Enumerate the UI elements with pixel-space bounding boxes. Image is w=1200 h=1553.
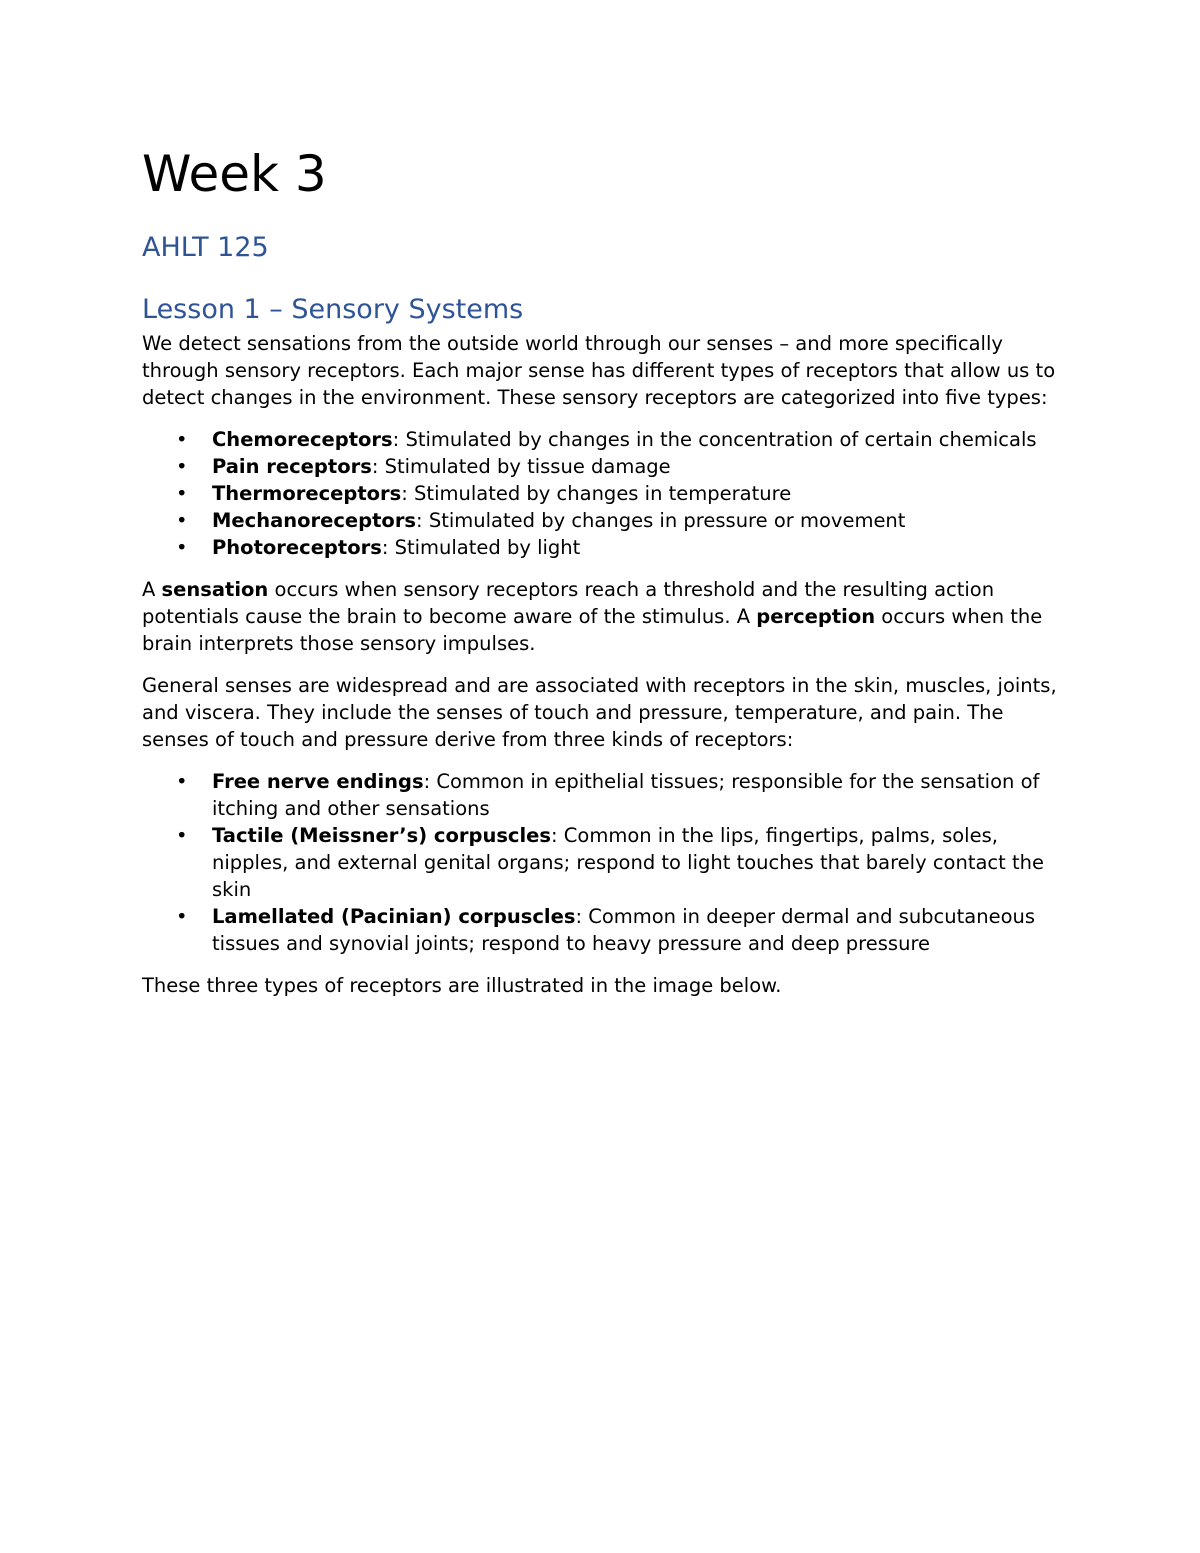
list-item	[142, 822, 1072, 903]
document-title: Week 3	[142, 145, 327, 203]
sensation-paragraph	[142, 576, 1072, 657]
list-item	[142, 534, 1072, 561]
document-body	[142, 290, 1072, 1014]
list-item	[142, 480, 1072, 507]
bullet-icon: •	[176, 536, 188, 559]
list-item-description: : Stimulated by light	[381, 536, 581, 559]
list-item	[142, 903, 1072, 957]
list-item	[142, 768, 1072, 822]
list-item-term: Pain receptors	[212, 455, 372, 478]
perception-term: perception	[756, 605, 876, 628]
list-item-description: : Stimulated by tissue damage	[371, 455, 671, 478]
touch-receptors-list	[142, 768, 1072, 957]
list-item-description: : Common in deeper dermal and subcutaneous tissues and synovial joints; respond to heavy pressure and deep pressure	[212, 905, 1036, 955]
list-item-description: : Common in the lips, fingertips, palms, soles, nipples, and external genital organs; respond to light touches that barely contact the skin	[212, 824, 1044, 901]
sensation-text-1: A	[142, 578, 162, 601]
bullet-icon: •	[176, 428, 188, 451]
bullet-icon: •	[176, 455, 188, 478]
lesson-heading: Lesson 1 – Sensory Systems	[142, 294, 524, 325]
list-item	[142, 453, 1072, 480]
list-item-term: Photoreceptors	[212, 536, 382, 559]
general-senses-paragraph: General senses are widespread and are associated with receptors in the skin, muscles, joints, and viscera. They include the senses of touch and pressure, temperature, and pain. The senses of touch and pressure derive from three kinds of receptors:	[142, 674, 1057, 751]
list-item-term: Chemoreceptors	[212, 428, 393, 451]
list-item-term: Free nerve endings	[212, 770, 424, 793]
list-item-term: Mechanoreceptors	[212, 509, 417, 532]
sensation-term: sensation	[161, 578, 269, 601]
list-item	[142, 426, 1072, 453]
list-item	[142, 507, 1072, 534]
receptor-types-list	[142, 426, 1072, 561]
bullet-icon: •	[176, 824, 188, 847]
sensation-text-2: occurs when sensory receptors reach a threshold and the resulting action potentials cause the brain to become aware of the stimulus. A	[142, 578, 995, 628]
list-item-term: Lamellated (Pacinian) corpuscles	[212, 905, 576, 928]
list-item-description: : Common in epithelial tissues; responsible for the sensation of itching and other sensations	[212, 770, 1040, 820]
bullet-icon: •	[176, 770, 188, 793]
bullet-icon: •	[176, 482, 188, 505]
list-item-description: : Stimulated by changes in temperature	[401, 482, 792, 505]
bullet-icon: •	[176, 905, 188, 928]
list-item-description: : Stimulated by changes in the concentration of certain chemicals	[392, 428, 1037, 451]
closing-paragraph: These three types of receptors are illustrated in the image below.	[142, 974, 782, 997]
list-item-term: Thermoreceptors	[212, 482, 402, 505]
bullet-icon: •	[176, 509, 188, 532]
sensation-text-3: occurs when the brain interprets those sensory impulses.	[142, 605, 1043, 655]
course-code-subtitle: AHLT 125	[142, 232, 269, 263]
list-item-description: : Stimulated by changes in pressure or movement	[416, 509, 906, 532]
list-item-term: Tactile (Meissner’s) corpuscles	[212, 824, 552, 847]
intro-paragraph: We detect sensations from the outside world through our senses – and more specifically through sensory receptors. Each major sense has different types of receptors that allow us to detect changes in the environment. These sensory receptors are categorized into five types:	[142, 332, 1056, 409]
